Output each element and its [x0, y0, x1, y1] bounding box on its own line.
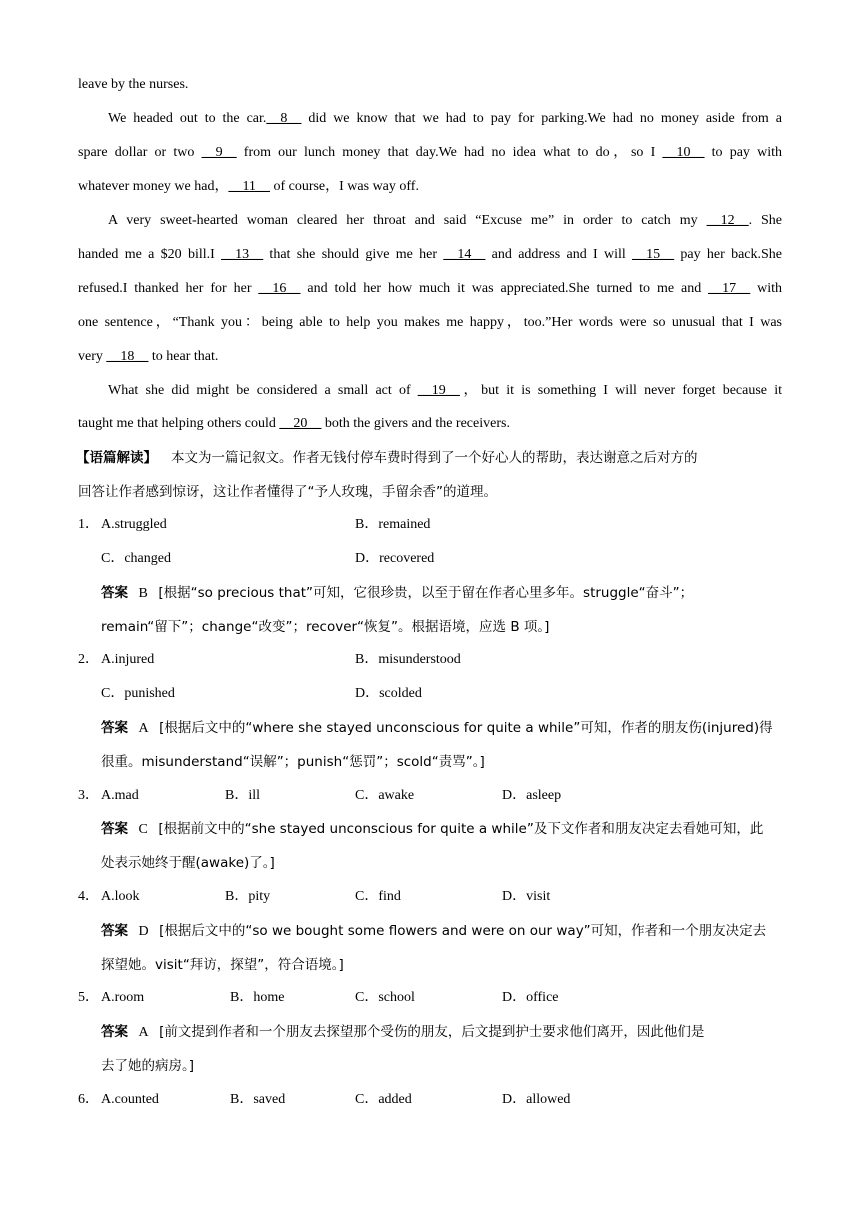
option-c: C．changed	[101, 551, 171, 566]
option-a: A.look	[101, 889, 140, 904]
option-d: D．asleep	[502, 788, 562, 803]
analysis-text: 回答让作者感到惊讶，这让作者懂得了“予人玫瑰，手留余香”的道理。	[78, 484, 497, 500]
answer-letter: A	[138, 1025, 149, 1040]
option-d: D．allowed	[502, 1092, 571, 1107]
explanation: [前文提到作者和一个朋友去探望那个受伤的朋友，后文提到护士要求他们离开，因此他们是	[159, 1024, 705, 1040]
passage-line: very __18__ to hear that.	[78, 349, 219, 364]
blank-12: __12__	[706, 213, 749, 228]
passage-line: A very sweet-hearted woman cleared her throat and said “Excuse me” in order to catch my __12__. She	[108, 213, 782, 228]
answer-line	[101, 583, 693, 604]
option-d: D．scolded	[355, 686, 422, 701]
answer-letter: A	[138, 721, 149, 736]
option-b: B．home	[230, 990, 285, 1005]
option-b: B．pity	[225, 889, 271, 904]
explanation: 探望她。visit“拜访，探望”，符合语境。]	[101, 957, 344, 973]
explanation: [根据“so precious that”可知，它很珍贵，以至于留在作者心里多年。struggle“奋斗”；	[158, 585, 694, 601]
passage-line: one sentence，“Thank you：being able to help you makes me happy，too.”Her words were so unusual that I was	[78, 315, 782, 330]
option-a: A.injured	[101, 652, 155, 667]
passage-line: handed me a $20 bill.I __13__ that she should give me her __14__ and address and I will __15__ pay her back.She	[78, 247, 783, 262]
answer-line	[101, 819, 763, 840]
question-number: 3．	[78, 788, 99, 803]
answer-line	[101, 1022, 704, 1043]
answer-label: 答案	[101, 821, 128, 837]
explanation: 去了她的病房。]	[101, 1058, 195, 1074]
option-c: C．added	[355, 1092, 412, 1107]
analysis-line	[78, 482, 782, 502]
blank-17: __17__	[708, 281, 751, 296]
passage-line: spare dollar or two __9__ from our lunch money that day.We had no idea what to do，so I __10__ to pay with	[78, 145, 782, 160]
passage-line: taught me that helping others could __20__ both the givers and the receivers.	[78, 416, 510, 431]
blank-14: __14__	[443, 247, 486, 262]
passage-line: whatever money we had，__11__ of course，I was way off.	[78, 179, 419, 194]
question-number: 5．	[78, 990, 99, 1005]
blank-16: __16__	[258, 281, 301, 296]
answer-label: 答案	[101, 1024, 128, 1040]
question-number: 4．	[78, 889, 99, 904]
option-a: A.mad	[101, 788, 139, 803]
explanation: [根据后文中的“so we bought some flowers and were on our way”可知，作者和一个朋友决定去	[159, 923, 767, 939]
option-d: D．office	[502, 990, 559, 1005]
blank-13: __13__	[221, 247, 264, 262]
answer-letter: B	[138, 586, 148, 601]
blank-19: __19__	[417, 383, 460, 398]
option-b: B．saved	[230, 1092, 286, 1107]
passage-line: refused.I thanked her for her __16__ and told her how much it was appreciated.She turned to me and __17__ with	[78, 281, 782, 296]
explanation: [根据前文中的“she stayed unconscious for quite a while”及下文作者和朋友决定去看她可知，此	[158, 821, 764, 837]
passage-line: We headed out to the car.__8__ did we know that we had to pay for parking.We had no money aside from a	[108, 111, 782, 126]
option-a: A.struggled	[101, 517, 167, 532]
option-a: A.room	[101, 990, 145, 1005]
option-d: D．visit	[502, 889, 551, 904]
option-b: B．remained	[355, 517, 431, 532]
option-c: C．awake	[355, 788, 415, 803]
answer-letter: C	[138, 822, 148, 837]
answer-label: 答案	[101, 585, 128, 601]
option-d: D．recovered	[355, 551, 435, 566]
blank-10: __10__	[662, 145, 705, 160]
question-number: 2．	[78, 652, 99, 667]
question-number: 6．	[78, 1092, 99, 1107]
option-b: B．ill	[225, 788, 261, 803]
analysis-label: 【语篇解读】	[76, 450, 157, 466]
option-c: C．punished	[101, 686, 175, 701]
analysis-text: 本文为一篇记叙文。作者无钱付停车费时得到了一个好心人的帮助，表达谢意之后对方的	[171, 450, 698, 466]
answer-letter: D	[138, 924, 149, 939]
explanation: remain“留下”；change“改变”；recover“恢复”。根据语境，应选 B 项。]	[101, 619, 550, 635]
analysis-line	[76, 448, 782, 468]
blank-15: __15__	[632, 247, 675, 262]
option-c: C．find	[355, 889, 401, 904]
blank-20: __20__	[279, 416, 322, 431]
passage-text: leave by the nurses.	[78, 77, 189, 92]
answer-line	[101, 718, 773, 739]
explanation: 处表示她终于醒(awake)了。]	[101, 855, 275, 871]
passage-line	[78, 75, 782, 95]
explanation: 很重。misunderstand“误解”；punish“惩罚”；scold“责骂”。]	[101, 754, 485, 770]
answer-label: 答案	[101, 720, 128, 736]
blank-8: __8__	[266, 111, 302, 126]
option-a: A.counted	[101, 1092, 159, 1107]
passage-line: What she did might be considered a small act of __19__，but it is something I will never forget because it	[108, 383, 782, 398]
answer-line	[101, 921, 766, 942]
option-c: C．school	[355, 990, 415, 1005]
question-number: 1．	[78, 517, 99, 532]
option-b: B．misunderstood	[355, 652, 461, 667]
blank-9: __9__	[201, 145, 237, 160]
answer-label: 答案	[101, 923, 128, 939]
explanation: [根据后文中的“where she stayed unconscious for quite a while”可知，作者的朋友伤(injured)得	[159, 720, 773, 736]
blank-18: __18__	[106, 349, 149, 364]
blank-11: __11__	[228, 179, 270, 194]
